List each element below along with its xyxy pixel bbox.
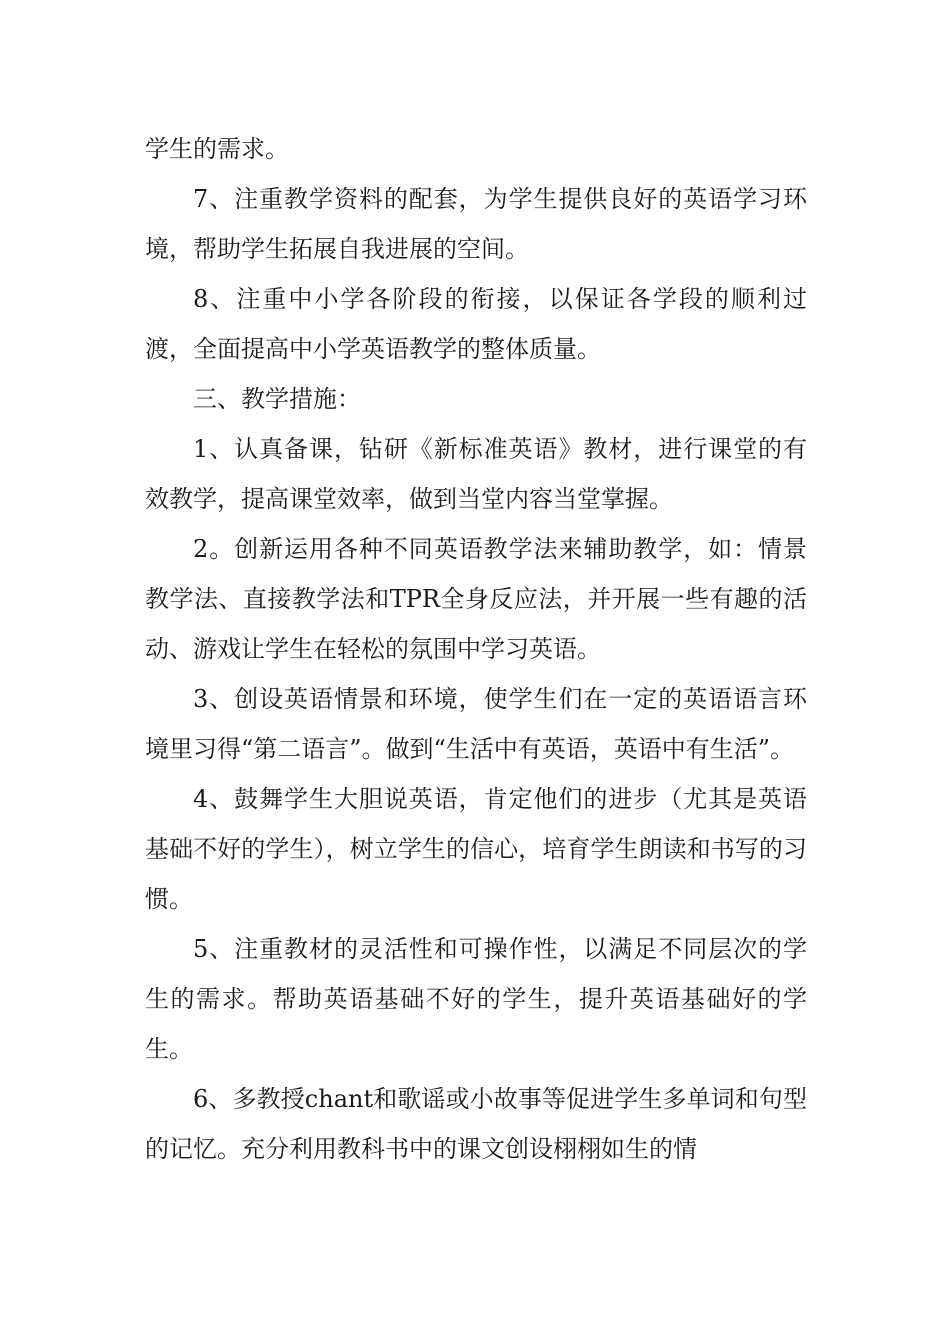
paragraph-continuation: 学生的需求。 — [145, 135, 289, 163]
paragraph-measure-3: 3、创设英语情景和环境，使学生们在一定的英语语言环境里习得“第二语言”。做到“生活中有英语，英语中有生活”。 — [145, 685, 807, 763]
paragraph-measure-4: 4、鼓舞学生大胆说英语，肯定他们的进步（尤其是英语基础不好的学生），树立学生的信心，培育学生朗读和书写的习惯。 — [145, 785, 807, 913]
paragraph-measure-1: 1、认真备课，钻研《新标准英语》教材，进行课堂的有效教学，提高课堂效率，做到当堂内容当堂掌握。 — [145, 435, 807, 513]
paragraph-measure-5: 5、注重教材的灵活性和可操作性，以满足不同层次的学生的需求。帮助英语基础不好的学生，提升英语基础好的学生。 — [145, 935, 807, 1063]
paragraph-measure-6: 6、多教授chant和歌谣或小故事等促进学生多单词和句型的记忆。充分利用教科书中的课文创设栩栩如生的情 — [145, 1085, 807, 1163]
paragraph-measure-2: 2。创新运用各种不同英语教学法来辅助教学，如：情景教学法、直接教学法和TPR全身反应法，并开展一些有趣的活动、游戏让学生在轻松的氛围中学习英语。 — [145, 535, 807, 663]
document-body — [145, 124, 807, 1174]
paragraph-item-8: 8、注重中小学各阶段的衔接，以保证各学段的顺利过渡，全面提高中小学英语教学的整体质量。 — [145, 285, 807, 363]
paragraph-item-7: 7、注重教学资料的配套，为学生提供良好的英语学习环境，帮助学生拓展自我进展的空间。 — [145, 185, 807, 263]
section-heading-teaching-measures: 三、教学措施： — [193, 385, 361, 413]
